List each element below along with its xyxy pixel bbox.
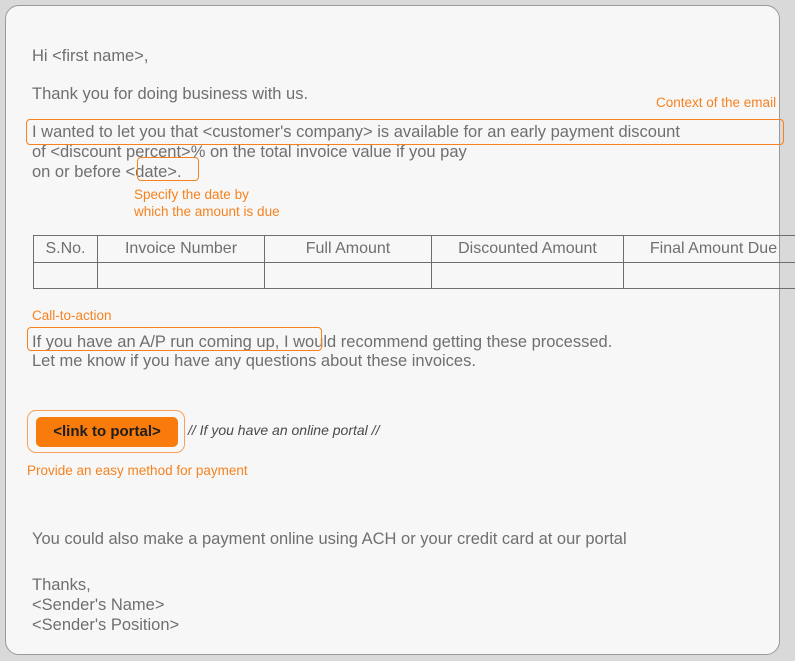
- highlight-box-date-placeholder: [137, 157, 199, 181]
- annotation-context-of-email: Context of the email: [656, 95, 777, 110]
- paragraph1-line3: on or before <date>.: [32, 163, 182, 181]
- table-header-sno: S.No.: [34, 236, 98, 263]
- greeting-line: Hi <first name>,: [32, 47, 149, 65]
- table-header-row: [34, 236, 795, 263]
- paragraph1-line1: I wanted to let you that <customer's company> is available for an early payment discount: [32, 123, 680, 141]
- paragraph2-line1: If you have an A/P run coming up, I would recommend getting these processed.: [32, 333, 613, 351]
- table-cell-sno[interactable]: [34, 263, 98, 289]
- table-row[interactable]: [34, 263, 795, 289]
- highlight-box-call-to-action: [27, 327, 322, 351]
- highlight-box-context-sentence: [26, 119, 784, 145]
- invoice-table: [33, 235, 795, 289]
- signature-sender-position: <Sender's Position>: [32, 616, 180, 634]
- table-cell-discounted-amount[interactable]: [432, 263, 624, 289]
- table-cell-invoice-number[interactable]: [98, 263, 265, 289]
- table-header-discounted-amount: Discounted Amount: [432, 236, 624, 263]
- annotation-call-to-action: Call-to-action: [32, 308, 112, 323]
- link-to-portal-button[interactable]: <link to portal>: [36, 417, 178, 447]
- annotation-payment-method: Provide an easy method for payment: [27, 463, 248, 478]
- table-header-invoice-number: Invoice Number: [98, 236, 265, 263]
- email-template-card: [5, 5, 780, 655]
- table-header-full-amount: Full Amount: [265, 236, 432, 263]
- thank-you-line: Thank you for doing business with us.: [32, 85, 309, 103]
- table-cell-full-amount[interactable]: [265, 263, 432, 289]
- portal-button-highlight: [27, 410, 185, 453]
- paragraph3-online-payment: You could also make a payment online using ACH or your credit card at our portal: [32, 530, 627, 548]
- signature-sender-name: <Sender's Name>: [32, 596, 165, 614]
- annotation-date-note-line1: Specify the date by: [134, 187, 249, 202]
- signature-thanks: Thanks,: [32, 576, 91, 594]
- table-cell-final-amount-due[interactable]: [624, 263, 795, 289]
- annotation-date-note: [134, 186, 280, 220]
- paragraph2-line2: Let me know if you have any questions about these invoices.: [32, 352, 476, 370]
- annotation-portal-hint: // If you have an online portal //: [188, 422, 380, 438]
- table-header-final-amount-due: Final Amount Due: [624, 236, 795, 263]
- paragraph1-line2: of <discount percent>% on the total invoice value if you pay: [32, 143, 467, 161]
- annotation-date-note-line2: which the amount is due: [134, 204, 280, 219]
